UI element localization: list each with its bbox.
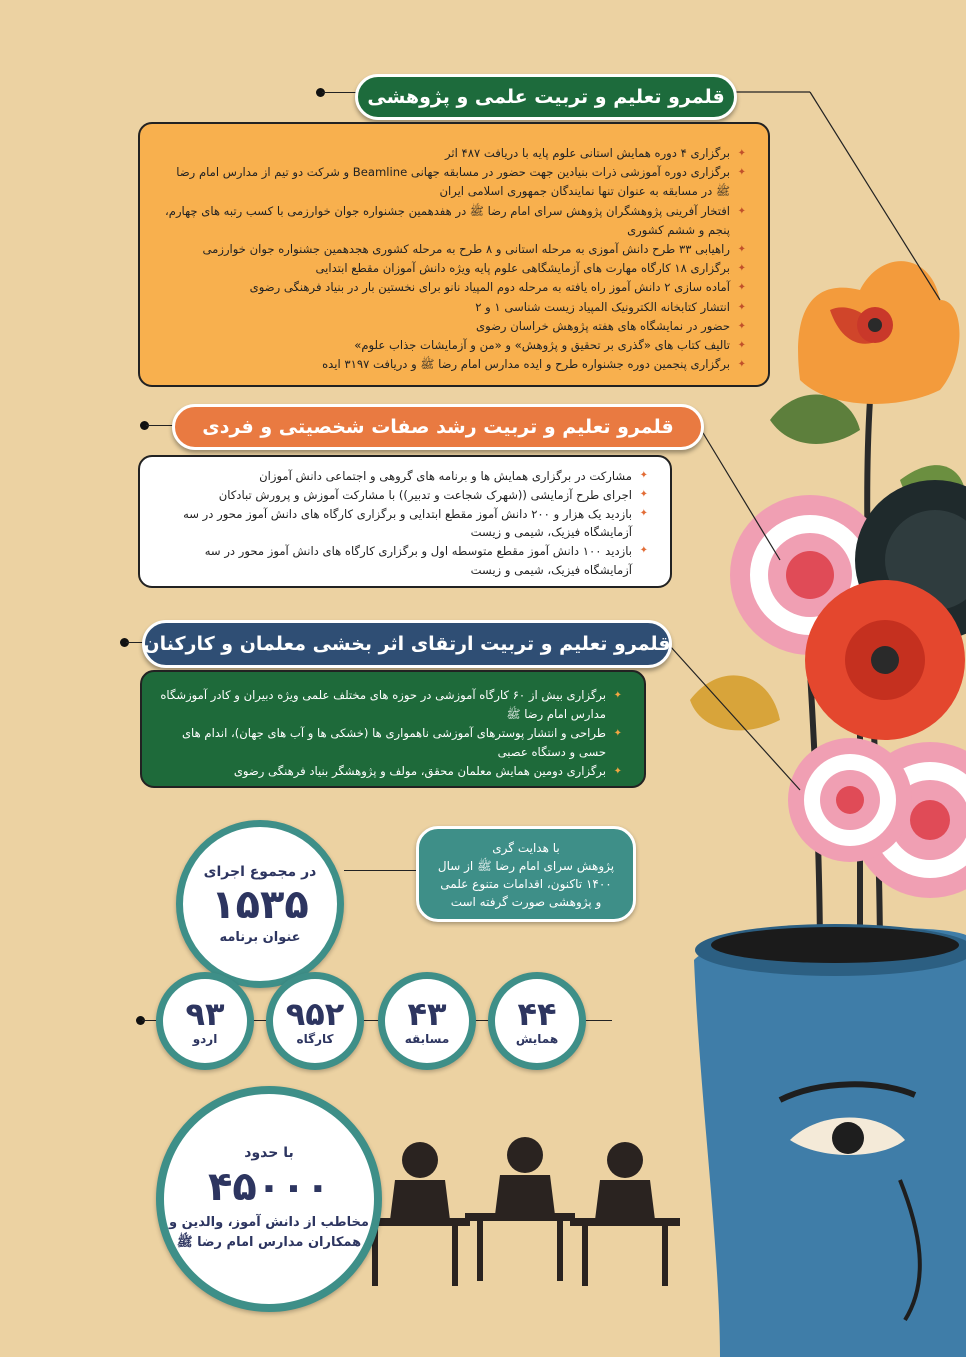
list-item: ✦ برگزاری پنجمین دوره جشنواره طرح و ایده مدارس امام رضا ﷺ و دریافت ۳۱۹۷ ایده [162, 355, 746, 374]
stat-circle-workshops [266, 972, 364, 1070]
list-item: ✦ طراحی و انتشار پوسترهای آموزشی ناهمواری ها (خشکی ها و آب های جهان)، اندام های حسی و دستگاه عصبی [160, 724, 622, 762]
list-item: ✦ برگزاری بیش از ۶۰ کارگاه آموزشی در حوزه های مختلف علمی ویژه دبیران و کادر آموزشگاه مدارس امام رضا ﷺ [160, 686, 622, 724]
total-programs-circle [176, 820, 344, 988]
note-line: و پژوهشی صورت گرفته است [450, 895, 602, 909]
stat-number: ۹۵۲ [285, 995, 345, 1033]
list-item: ✦ برگزاری دوره آموزشی ذرات بنیادین جهت حضور در مسابقه جهانی Beamline و شرکت دو تیم از مدارس امام رضا ﷺ در مسابقه به عنوان تنها نمایندگان جمهوری اسلامی ایران [162, 163, 746, 201]
audience-label-line: مخاطب از دانش آموز، والدین و [169, 1215, 369, 1230]
list-item: ✦ انتشار کتابخانه الکترونیک المپیاد زیست شناسی ۱ و ۲ [162, 298, 746, 317]
section2-list-box [138, 455, 672, 588]
section2-list [162, 467, 648, 580]
section1-list [162, 144, 746, 374]
stat-circle-competitions [378, 972, 476, 1070]
total-number: ۱۵۳۵ [211, 881, 309, 928]
stat-label: اردو [192, 1032, 218, 1046]
section2-title: قلمرو تعلیم و تربیت رشد صفات شخصیتی و فردی [172, 404, 704, 450]
stat-circle-conferences [488, 972, 586, 1070]
stat-label: مسابقه [404, 1032, 450, 1046]
total-top-label: در مجموع اجرای [203, 863, 317, 880]
list-item: ✦ بازدید یک هزار و ۲۰۰ دانش آموز مقطع ابتدایی و برگزاری کارگاه های دانش آموز محور در سه آزمایشگاه فیزیک، شیمی و زیست [162, 505, 648, 543]
audience-circle [156, 1086, 382, 1312]
section3-title: قلمرو تعلیم و تربیت ارتقای اثر بخشی معلمان و کارکنان [142, 620, 672, 668]
audience-number: ۴۵۰۰۰ [207, 1164, 331, 1210]
section1-title: قلمرو تعلیم و تربیت علمی و پژوهشی [355, 74, 737, 120]
guidance-note [416, 826, 636, 922]
list-item: ✦ برگزاری ۱۸ کارگاه مهارت های آزمایشگاهی علوم پایه ویژه دانش آموزان مقطع ابتدایی [162, 259, 746, 278]
list-item: ✦ راهیابی ۳۳ طرح دانش آموزی به مرحله استانی و ۸ طرح به مرحله کشوری هجدهمین جشنواره جوان خوارزمی [162, 240, 746, 259]
list-item: ✦ برگزاری ۴ دوره همایش استانی علوم پایه با دریافت ۴۸۷ اثر [162, 144, 746, 163]
note-line: پژوهش سرای امام رضا ﷺ از سال [437, 859, 615, 873]
list-item: ✦ افتخار آفرینی پژوهشگران پژوهش سرای امام رضا ﷺ در هفدهمین جشنواره جوان خوارزمی با کسب رتبه های چهارم، پنجم و ششم کشوری [162, 202, 746, 240]
divider-line [344, 870, 418, 871]
stat-circle-camps [156, 972, 254, 1070]
total-bottom-label: عنوان برنامه [219, 929, 301, 945]
note-line: ۱۴۰۰ تاکنون، اقدامات متنوع علمی [440, 877, 612, 891]
list-item: ✦ بازدید ۱۰۰ دانش آموز مقطع متوسطه اول و برگزاری کارگاه های دانش آموز محور در سه آزمایشگاه فیزیک، شیمی و زیست [162, 542, 648, 580]
stat-number: ۹۳ [185, 995, 225, 1033]
stat-label: همایش [515, 1032, 559, 1046]
list-item: ✦ اجرای طرح آزمایشی ((شهرک شجاعت و تدبیر)) با مشارکت آموزش و پرورش تبادکان [162, 486, 648, 505]
stat-number: ۴۳ [407, 995, 447, 1033]
section3-list-box [140, 670, 646, 788]
list-item: ✦ تالیف کتاب های «گذری بر تحقیق و پژوهش» و «من و آزمایشات جذاب علوم» [162, 336, 746, 355]
audience-label-line: همکاران مدارس امام رضا ﷺ [176, 1235, 362, 1250]
stat-label: کارگاه [296, 1032, 334, 1046]
list-item: ✦ آماده سازی ۲ دانش آموز راه یافته به مرحله دوم المپیاد نانو برای نخستین بار در بنیاد فرهنگی رضوی [162, 278, 746, 297]
section3-list [160, 686, 622, 781]
section1-list-box [138, 122, 770, 387]
list-item: ✦ برگزاری دومین همایش معلمان محقق، مولف و پژوهشگر بنیاد فرهنگی رضوی [160, 762, 622, 781]
note-line: با هدایت گری [492, 841, 560, 855]
list-item: ✦ مشارکت در برگزاری همایش ها و برنامه های گروهی و اجتماعی دانش آموزان [162, 467, 648, 486]
list-item: ✦ حضور در نمایشگاه های هفته پژوهش خراسان رضوی [162, 317, 746, 336]
stat-number: ۴۴ [517, 995, 557, 1033]
audience-top-label: با حدود [244, 1145, 294, 1161]
